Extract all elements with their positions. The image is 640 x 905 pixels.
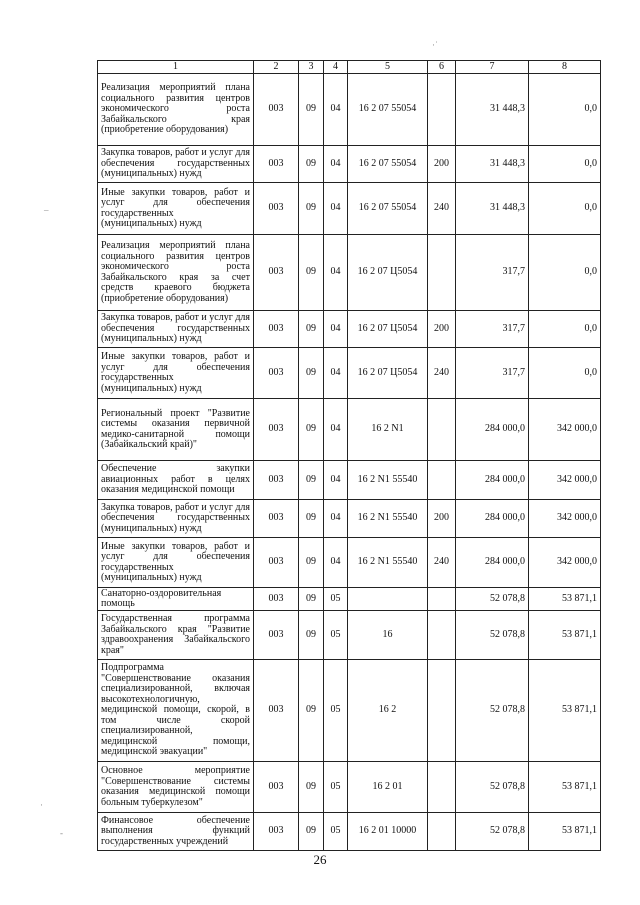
cell-code: 003 xyxy=(254,762,299,813)
cell-section: 09 xyxy=(299,399,324,461)
cell-code: 003 xyxy=(254,588,299,611)
cell-amount-year2: 0,0 xyxy=(529,74,601,146)
cell-expense-type xyxy=(428,588,456,611)
cell-code: 003 xyxy=(254,813,299,851)
column-header: 7 xyxy=(456,61,529,74)
cell-code: 003 xyxy=(254,74,299,146)
cell-item-name: Региональный проект "Развитие системы оказания первичной медико-санитарной помощи (Забайкальский край)" xyxy=(98,399,254,461)
table-row xyxy=(98,588,601,611)
cell-item-name: Основное мероприятие "Совершенствование системы оказания медицинской помощи больным туберкулезом" xyxy=(98,762,254,813)
cell-target-article: 16 2 07 55054 xyxy=(348,183,428,235)
column-header: 5 xyxy=(348,61,428,74)
cell-section: 09 xyxy=(299,348,324,399)
cell-section: 09 xyxy=(299,74,324,146)
cell-amount-year1: 31 448,3 xyxy=(456,146,529,183)
cell-item-name: Реализация мероприятий плана социального развития центров экономического роста Забайкальского края (приобретение оборудования) xyxy=(98,74,254,146)
cell-amount-year1: 31 448,3 xyxy=(456,183,529,235)
cell-expense-type xyxy=(428,813,456,851)
cell-item-name: Закупка товаров, работ и услуг для обеспечения государственных (муниципальных) нужд xyxy=(98,311,254,348)
cell-subsection: 04 xyxy=(324,538,348,588)
table-row xyxy=(98,660,601,762)
cell-amount-year2: 342 000,0 xyxy=(529,399,601,461)
cell-amount-year1: 317,7 xyxy=(456,235,529,311)
cell-amount-year2: 53 871,1 xyxy=(529,588,601,611)
scan-speck: – xyxy=(44,205,49,215)
cell-item-name: Закупка товаров, работ и услуг для обеспечения государственных (муниципальных) нужд xyxy=(98,500,254,538)
column-header: 8 xyxy=(529,61,601,74)
cell-target-article: 16 2 N1 55540 xyxy=(348,500,428,538)
cell-target-article xyxy=(348,588,428,611)
budget-table xyxy=(97,60,601,851)
cell-expense-type xyxy=(428,762,456,813)
cell-target-article: 16 2 N1 55540 xyxy=(348,461,428,500)
cell-amount-year1: 52 078,8 xyxy=(456,762,529,813)
cell-target-article: 16 2 07 55054 xyxy=(348,146,428,183)
cell-section: 09 xyxy=(299,762,324,813)
table-row xyxy=(98,311,601,348)
cell-amount-year1: 52 078,8 xyxy=(456,588,529,611)
cell-code: 003 xyxy=(254,348,299,399)
cell-subsection: 05 xyxy=(324,762,348,813)
cell-amount-year1: 284 000,0 xyxy=(456,500,529,538)
cell-section: 09 xyxy=(299,235,324,311)
cell-target-article: 16 2 xyxy=(348,660,428,762)
cell-subsection: 04 xyxy=(324,235,348,311)
cell-section: 09 xyxy=(299,500,324,538)
cell-expense-type: 200 xyxy=(428,311,456,348)
cell-subsection: 04 xyxy=(324,399,348,461)
cell-target-article: 16 2 N1 55540 xyxy=(348,538,428,588)
cell-amount-year2: 53 871,1 xyxy=(529,611,601,660)
scan-speck: ·˙ xyxy=(432,40,438,50)
cell-subsection: 04 xyxy=(324,348,348,399)
cell-code: 003 xyxy=(254,461,299,500)
table-row xyxy=(98,461,601,500)
cell-section: 09 xyxy=(299,146,324,183)
column-header: 1 xyxy=(98,61,254,74)
page-number: 26 xyxy=(313,852,327,867)
cell-expense-type xyxy=(428,74,456,146)
cell-code: 003 xyxy=(254,146,299,183)
cell-amount-year2: 53 871,1 xyxy=(529,813,601,851)
cell-target-article: 16 2 07 55054 xyxy=(348,74,428,146)
cell-section: 09 xyxy=(299,588,324,611)
cell-expense-type xyxy=(428,611,456,660)
cell-amount-year2: 53 871,1 xyxy=(529,660,601,762)
cell-code: 003 xyxy=(254,311,299,348)
cell-code: 003 xyxy=(254,538,299,588)
cell-code: 003 xyxy=(254,235,299,311)
cell-subsection: 05 xyxy=(324,588,348,611)
cell-code: 003 xyxy=(254,611,299,660)
cell-section: 09 xyxy=(299,660,324,762)
cell-subsection: 05 xyxy=(324,660,348,762)
cell-amount-year1: 52 078,8 xyxy=(456,611,529,660)
cell-expense-type xyxy=(428,399,456,461)
cell-expense-type: 240 xyxy=(428,538,456,588)
table-row xyxy=(98,500,601,538)
cell-section: 09 xyxy=(299,611,324,660)
cell-subsection: 04 xyxy=(324,74,348,146)
cell-expense-type xyxy=(428,235,456,311)
cell-code: 003 xyxy=(254,500,299,538)
cell-amount-year1: 31 448,3 xyxy=(456,74,529,146)
cell-subsection: 05 xyxy=(324,611,348,660)
cell-expense-type xyxy=(428,660,456,762)
cell-amount-year2: 0,0 xyxy=(529,183,601,235)
cell-item-name: Обеспечение закупки авиационных работ в целях оказания медицинской помощи xyxy=(98,461,254,500)
cell-section: 09 xyxy=(299,538,324,588)
cell-section: 09 xyxy=(299,311,324,348)
cell-amount-year2: 0,0 xyxy=(529,146,601,183)
cell-expense-type: 200 xyxy=(428,500,456,538)
column-header: 3 xyxy=(299,61,324,74)
cell-amount-year2: 0,0 xyxy=(529,348,601,399)
table-row xyxy=(98,74,601,146)
table-row xyxy=(98,183,601,235)
cell-target-article: 16 2 07 Ц5054 xyxy=(348,235,428,311)
cell-amount-year2: 0,0 xyxy=(529,311,601,348)
cell-subsection: 04 xyxy=(324,183,348,235)
header-row xyxy=(98,61,601,74)
cell-subsection: 04 xyxy=(324,146,348,183)
cell-code: 003 xyxy=(254,399,299,461)
cell-target-article: 16 2 01 10000 xyxy=(348,813,428,851)
cell-subsection: 05 xyxy=(324,813,348,851)
cell-expense-type: 200 xyxy=(428,146,456,183)
table-row xyxy=(98,762,601,813)
column-header: 6 xyxy=(428,61,456,74)
column-header: 4 xyxy=(324,61,348,74)
cell-amount-year2: 342 000,0 xyxy=(529,500,601,538)
cell-item-name: Санаторно-оздоровительная помощь xyxy=(98,588,254,611)
cell-item-name: Иные закупки товаров, работ и услуг для обеспечения государственных (муниципальных) нужд xyxy=(98,348,254,399)
cell-amount-year1: 284 000,0 xyxy=(456,461,529,500)
cell-target-article: 16 2 07 Ц5054 xyxy=(348,311,428,348)
table-row xyxy=(98,348,601,399)
cell-amount-year1: 284 000,0 xyxy=(456,538,529,588)
cell-item-name: Иные закупки товаров, работ и услуг для обеспечения государственных (муниципальных) нужд xyxy=(98,183,254,235)
table-row xyxy=(98,813,601,851)
cell-amount-year1: 284 000,0 xyxy=(456,399,529,461)
cell-expense-type: 240 xyxy=(428,183,456,235)
cell-subsection: 04 xyxy=(324,500,348,538)
cell-section: 09 xyxy=(299,813,324,851)
cell-amount-year1: 317,7 xyxy=(456,311,529,348)
cell-item-name: Государственная программа Забайкальского края "Развитие здравоохранения Забайкальского края" xyxy=(98,611,254,660)
cell-subsection: 04 xyxy=(324,461,348,500)
table-row xyxy=(98,399,601,461)
cell-item-name: Закупка товаров, работ и услуг для обеспечения государственных (муниципальных) нужд xyxy=(98,146,254,183)
cell-amount-year2: 342 000,0 xyxy=(529,461,601,500)
cell-item-name: Иные закупки товаров, работ и услуг для обеспечения государственных (муниципальных) нужд xyxy=(98,538,254,588)
cell-expense-type xyxy=(428,461,456,500)
cell-item-name: Реализация мероприятий плана социального развития центров экономического роста Забайкальского края за счет средств краевого бюджета (приобретение оборудования) xyxy=(98,235,254,311)
cell-amount-year2: 53 871,1 xyxy=(529,762,601,813)
column-header: 2 xyxy=(254,61,299,74)
cell-amount-year1: 52 078,8 xyxy=(456,813,529,851)
cell-target-article: 16 2 01 xyxy=(348,762,428,813)
cell-amount-year2: 342 000,0 xyxy=(529,538,601,588)
table-row xyxy=(98,235,601,311)
cell-expense-type: 240 xyxy=(428,348,456,399)
cell-target-article: 16 xyxy=(348,611,428,660)
table-row xyxy=(98,538,601,588)
table-row xyxy=(98,146,601,183)
cell-section: 09 xyxy=(299,461,324,500)
cell-section: 09 xyxy=(299,183,324,235)
cell-item-name: Подпрограмма "Совершенствование оказания специализированной, включая высокотехнологичную, медицинской помощи, скорой, в том числе скорой специализированной, медицинской помощи, медицинской эвакуации" xyxy=(98,660,254,762)
cell-target-article: 16 2 07 Ц5054 xyxy=(348,348,428,399)
cell-amount-year2: 0,0 xyxy=(529,235,601,311)
cell-amount-year1: 52 078,8 xyxy=(456,660,529,762)
scan-speck: - xyxy=(60,828,63,838)
table-row xyxy=(98,611,601,660)
cell-target-article: 16 2 N1 xyxy=(348,399,428,461)
cell-code: 003 xyxy=(254,660,299,762)
cell-code: 003 xyxy=(254,183,299,235)
cell-subsection: 04 xyxy=(324,311,348,348)
scan-speck: · xyxy=(40,800,43,810)
cell-amount-year1: 317,7 xyxy=(456,348,529,399)
cell-item-name: Финансовое обеспечение выполнения функций государственных учреждений xyxy=(98,813,254,851)
